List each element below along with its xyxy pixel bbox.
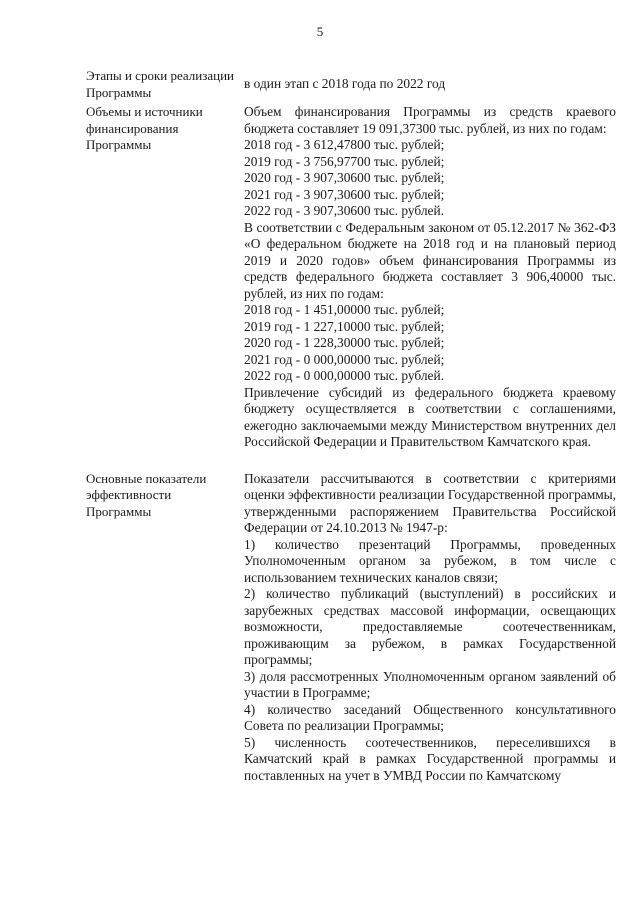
content-line-year: 2022 год - 0 000,00000 тыс. рублей. [244, 368, 445, 383]
content-list-item: 3) доля рассмотренных Уполномоченным органом заявлений об участии в Программе; [244, 668, 616, 700]
content-paragraph: В соответствии с Федеральным законом от 05.12.2017 № 362-ФЗ «О федеральном бюджете на 2018 год и на плановый период 2019 и 2020 годов» объем финансирования Программы из средств федерального бюджета составляет 3 906,40000 тыс. рублей, из них по годам: [244, 219, 616, 301]
content-line-year: 2021 год - 3 907,30600 тыс. рублей; [244, 186, 445, 202]
row-label-financing: Объемы и источники финансирования Программы [86, 104, 203, 152]
content-line-year: 2018 год - 3 612,47800 тыс. рублей; [244, 137, 445, 152]
row-content-stages [244, 68, 616, 93]
program-passport-table [86, 68, 616, 784]
content-list-item: 4) количество заседаний Общественного консультативного Совета по реализации Программы; [244, 701, 616, 733]
table-row-financing [86, 104, 616, 451]
content-line-year: 2020 год - 3 907,30600 тыс. рублей; [244, 170, 445, 185]
content-list-item: 2) количество публикаций (выступлений) в российских и зарубежных средствах массовой информации, освещающих возможности, предоставляемые соотечественникам, проживающим за рубежом, в рамках Государственной программы; [244, 586, 616, 667]
table-row-indicators [86, 471, 616, 785]
content-paragraph: Объем финансирования Программы из средств краевого бюджета составляет 19 091,37300 тыс. рублей, из них по годам: [244, 104, 616, 136]
row-label-stages: Этапы и сроки реализации Программы [86, 68, 234, 100]
content-line-year: 2019 год - 3 756,97700 тыс. рублей; [244, 153, 445, 169]
row-label-indicators: Основные показатели эффективности Программы [86, 470, 207, 519]
content-line-year: 2019 год - 1 227,10000 тыс. рублей; [244, 318, 445, 334]
content-list-item: 5) численность соотечественников, переселившихся в Камчатский край в рамках Государственной программы и поставленных на учет в УМВД России по Камчатскому [244, 734, 616, 783]
table-row-stages [86, 68, 616, 104]
content-line-year: 2018 год - 1 451,00000 тыс. рублей; [244, 302, 445, 317]
content-paragraph: Привлечение субсидий из федерального бюджета краевому бюджету осуществляется в соответствии с соглашениями, ежегодно заключаемыми между Министерством внутренних дел Российской Федерации и Правительством Камчатского края. [244, 384, 616, 449]
content-line-year: 2022 год - 3 907,30600 тыс. рублей. [244, 203, 445, 218]
row-content-financing [244, 104, 616, 451]
content-paragraph: Показатели рассчитываются в соответствии с критериями оценки эффективности реализации Государственной программы, утвержденными распоряжением Правительства Российской Федерации от 24.10.2013 № 1947-р: [244, 470, 617, 535]
page-number: 5 [316, 24, 324, 39]
row-content-indicators [244, 471, 616, 785]
content-list-item: 1) количество презентаций Программы, проведенных Уполномоченным органом за рубежом, в том числе с использованием технических каналов связи; [244, 536, 616, 585]
row-spacer [86, 451, 616, 471]
content-line: в один этап с 2018 года по 2022 год [244, 76, 446, 91]
content-line-year: 2020 год - 1 228,30000 тыс. рублей; [244, 335, 445, 350]
content-line-year: 2021 год - 0 000,00000 тыс. рублей; [244, 351, 445, 367]
